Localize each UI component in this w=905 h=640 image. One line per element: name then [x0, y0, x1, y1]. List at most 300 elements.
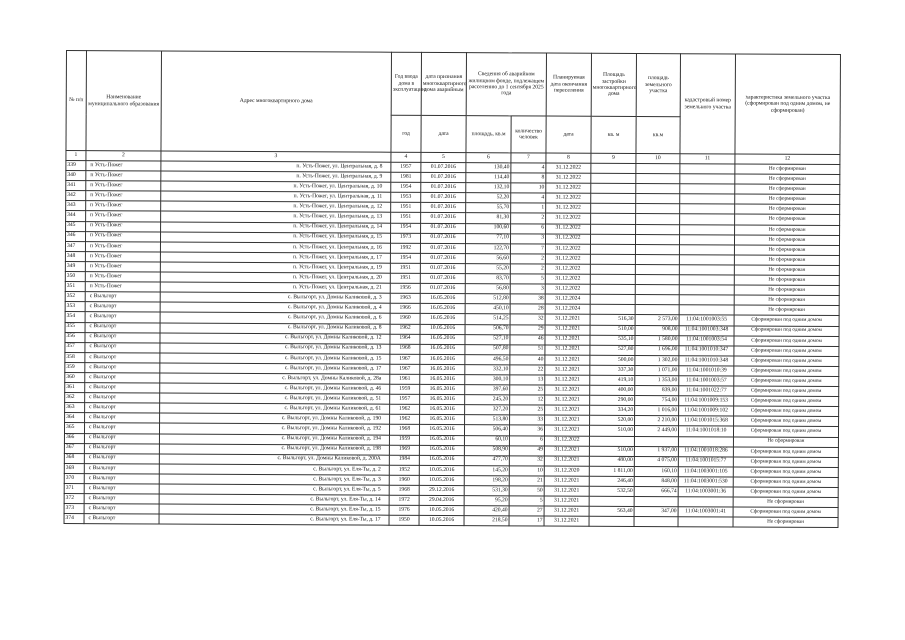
- area-cell: 514,25: [465, 314, 510, 324]
- people-count-cell: 8: [511, 173, 546, 183]
- cadastral-number-cell: 11:04:1001010:348: [679, 355, 734, 365]
- subheader-year: год: [391, 115, 421, 152]
- row-number-cell: 363: [65, 403, 85, 413]
- land-characteristic-cell: Не сформирован: [734, 305, 839, 316]
- land-characteristic-cell: Не сформирован: [735, 164, 840, 175]
- area-cell: 55,70: [466, 203, 511, 213]
- emergency-date-cell: 10.05.2016: [419, 516, 464, 526]
- emergency-date-cell: 01.07.2016: [421, 162, 466, 172]
- land-area-cell: 1 937,00: [634, 446, 678, 456]
- year-cell: 1992: [390, 243, 420, 253]
- area-cell: 496,50: [465, 354, 510, 364]
- year-cell: 1972: [389, 495, 419, 505]
- municipality-cell: п Усть-Пожег: [85, 241, 160, 251]
- column-number: 7: [511, 153, 546, 163]
- year-cell: 1960: [390, 314, 420, 324]
- land-area-cell: 1 353,00: [635, 375, 679, 385]
- address-cell: с. Выльгорт, ул. Домны Каликовой, д. 12: [160, 333, 390, 344]
- land-characteristic-cell: Сформирован под одним домом: [734, 315, 839, 326]
- emergency-date-cell: 16.05.2016: [419, 455, 464, 465]
- year-cell: 1959: [389, 435, 419, 445]
- municipality-cell: п Усть-Пожег: [86, 211, 161, 221]
- cadastral-number-cell: 11:04:1001010:347: [679, 345, 734, 355]
- people-count-cell: 32: [509, 456, 544, 466]
- area-cell: 198,20: [464, 475, 509, 485]
- emergency-date-cell: 01.07.2016: [420, 273, 465, 283]
- land-characteristic-cell: Не сформирован: [734, 235, 839, 246]
- emergency-date-cell: 16.05.2016: [420, 384, 465, 394]
- year-cell: 1950: [389, 515, 419, 525]
- land-characteristic-cell: Не сформирован: [735, 225, 840, 236]
- planned-date-cell: 31.12.2021: [545, 335, 590, 345]
- land-characteristic-cell: Сформирован под одним домом: [733, 487, 838, 498]
- cadastral-number-cell: [680, 184, 735, 194]
- area-cell: 507,80: [465, 344, 510, 354]
- address-cell: с. Выльгорт, ул. Домны Каликовой, д. 28а: [160, 373, 390, 384]
- area-cell: 56,80: [465, 284, 510, 294]
- year-cell: 1957: [391, 162, 421, 172]
- address-cell: п. Усть-Пожег, ул. Центральная, д. 13: [161, 211, 391, 222]
- subheader-planned-date: дата: [546, 116, 591, 153]
- municipality-cell: с Выльгорт: [85, 292, 160, 302]
- land-characteristic-cell: Сформирован под одним домом: [734, 356, 839, 367]
- row-number-cell: 352: [65, 292, 85, 302]
- planned-date-cell: 31.12.2021: [544, 456, 589, 466]
- year-cell: 1968: [389, 485, 419, 495]
- row-number-cell: 340: [66, 171, 86, 181]
- area-cell: 218,50: [464, 516, 509, 526]
- planned-date-cell: 31.12.2021: [544, 496, 589, 506]
- planned-date-cell: 31.12.2022: [546, 224, 591, 234]
- people-count-cell: 10: [509, 466, 544, 476]
- people-count-cell: 40: [510, 355, 545, 365]
- area-cell: 77,10: [465, 233, 510, 243]
- people-count-cell: 46: [510, 334, 545, 344]
- planned-date-cell: 31.12.2022: [545, 284, 590, 294]
- land-characteristic-cell: Сформирован под одним домом: [734, 346, 839, 357]
- year-cell: 1951: [390, 273, 420, 283]
- land-area-cell: [635, 244, 679, 254]
- address-cell: с. Выльгорт, ул. Домны Каликовой, д. 13: [160, 343, 390, 354]
- subheader-building-unit: кв. м: [591, 116, 636, 153]
- emergency-date-cell: 10.05.2016: [419, 506, 464, 516]
- area-cell: 506,70: [465, 324, 510, 334]
- address-cell: с. Выльгорт, ул. Еля-Ты, д. 14: [159, 494, 389, 505]
- planned-date-cell: 31.12.2024: [545, 294, 590, 304]
- address-cell: с. Выльгорт, ул. Домны Каликовой, д. 194: [159, 434, 389, 445]
- land-characteristic-cell: Сформирован под одним домом: [734, 396, 839, 407]
- year-cell: 1962: [390, 415, 420, 425]
- emergency-date-cell: 16.05.2016: [420, 304, 465, 314]
- land-area-cell: 839,00: [635, 386, 679, 396]
- year-cell: 1962: [390, 404, 420, 414]
- area-cell: 508,90: [464, 445, 509, 455]
- land-area-cell: [636, 214, 680, 224]
- land-characteristic-cell: Не сформирован: [735, 174, 840, 185]
- building-area-cell: 510,00: [589, 446, 634, 456]
- header-cadastral-number: кадастровый номер земельного участка: [680, 54, 736, 154]
- emergency-date-cell: 10.05.2016: [420, 324, 465, 334]
- year-cell: 1951: [391, 203, 421, 213]
- land-characteristic-cell: Не сформирован: [735, 194, 840, 205]
- row-number-cell: 369: [64, 463, 84, 473]
- municipality-cell: с Выльгорт: [84, 453, 159, 463]
- land-characteristic-cell: Не сформирован: [733, 517, 838, 528]
- municipality-cell: с Выльгорт: [85, 383, 160, 393]
- cadastral-number-cell: 11:04:1003001:105: [678, 467, 733, 477]
- area-cell: 95,20: [464, 496, 509, 506]
- people-count-cell: 2: [510, 254, 545, 264]
- address-cell: п. Усть-Пожег, ул. Центральная, д. 21: [160, 282, 390, 293]
- land-area-cell: [634, 436, 678, 446]
- header-municipality: Наименование муниципального образования: [86, 51, 162, 151]
- land-characteristic-cell: Не сформирован: [735, 184, 840, 195]
- planned-date-cell: 31.12.2022: [544, 436, 589, 446]
- column-number: 8: [546, 153, 591, 163]
- land-characteristic-cell: Не сформирован: [734, 245, 839, 256]
- emergency-date-cell: 01.07.2016: [420, 283, 465, 293]
- emergency-date-cell: 16.05.2016: [420, 395, 465, 405]
- people-count-cell: 4: [511, 193, 546, 203]
- header-planned-date: Планируемая дата окончания переселения: [546, 53, 591, 116]
- row-number-cell: 371: [64, 483, 84, 493]
- people-count-cell: 36: [509, 425, 544, 435]
- people-count-cell: 4: [511, 163, 546, 173]
- row-number-cell: 356: [65, 332, 85, 342]
- people-count-cell: 33: [510, 415, 545, 425]
- emergency-date-cell: 16.05.2016: [419, 435, 464, 445]
- emergency-date-cell: 16.05.2016: [420, 344, 465, 354]
- municipality-cell: п Усть-Пожег: [86, 221, 161, 231]
- cadastral-number-cell: 11:04:1001003:54: [679, 335, 734, 345]
- area-cell: 114,40: [466, 173, 511, 183]
- people-count-cell: 21: [509, 476, 544, 486]
- address-cell: с. Выльгорт, ул. Домны Каликовой, д. 8: [160, 322, 390, 333]
- planned-date-cell: 31.12.2022: [545, 264, 590, 274]
- land-area-cell: [636, 194, 680, 204]
- planned-date-cell: 31.12.2021: [545, 375, 590, 385]
- emergency-date-cell: 16.05.2016: [420, 364, 465, 374]
- municipality-cell: п Усть-Пожег: [85, 262, 160, 272]
- year-cell: 1951: [391, 213, 421, 223]
- area-cell: 512,80: [465, 294, 510, 304]
- municipality-cell: с Выльгорт: [85, 403, 160, 413]
- address-cell: с. Выльгорт, ул. Домны Каликовой, д. 61: [160, 403, 390, 414]
- land-area-cell: 1 016,00: [635, 406, 679, 416]
- land-area-cell: 1 302,00: [635, 355, 679, 365]
- emergency-date-cell: 01.07.2016: [421, 203, 466, 213]
- cadastral-number-cell: [680, 164, 735, 174]
- people-count-cell: 17: [509, 516, 544, 526]
- planned-date-cell: 31.12.2022: [546, 213, 591, 223]
- building-area-cell: 532,50: [589, 486, 634, 496]
- year-cell: 1960: [389, 475, 419, 485]
- area-cell: 81,30: [466, 213, 511, 223]
- header-emergency-fund: Сведения об аварийном жилищном фонде, подлежащем расселению до 1 сентября 2025 года: [466, 53, 546, 116]
- land-area-cell: [635, 285, 679, 295]
- year-cell: 1981: [391, 172, 421, 182]
- cadastral-number-cell: [680, 174, 735, 184]
- building-area-cell: 510,00: [590, 325, 635, 335]
- planned-date-cell: 31.12.2021: [544, 446, 589, 456]
- cadastral-number-cell: 11:04:1001009:102: [679, 406, 734, 416]
- land-area-cell: [635, 305, 679, 315]
- cadastral-number-cell: [678, 517, 733, 527]
- building-area-cell: 510,00: [589, 426, 634, 436]
- municipality-cell: с Выльгорт: [84, 494, 159, 504]
- subheader-area: площадь, кв.м: [466, 116, 511, 153]
- municipality-cell: п Усть-Пожег: [86, 161, 161, 171]
- area-cell: 477,70: [464, 455, 509, 465]
- municipality-cell: с Выльгорт: [84, 423, 159, 433]
- emergency-date-cell: 16.05.2016: [420, 334, 465, 344]
- cadastral-number-cell: 11:04:1001015:77: [678, 456, 733, 466]
- emergency-date-cell: 29.04.2016: [419, 495, 464, 505]
- table-header: [66, 51, 841, 165]
- land-area-cell: [636, 174, 680, 184]
- address-cell: п. Усть-Пожег, ул. Центральная, д. 10: [161, 181, 391, 192]
- land-area-cell: [635, 295, 679, 305]
- subheader-land-unit: кв.м: [636, 116, 680, 153]
- municipality-cell: с Выльгорт: [84, 514, 159, 524]
- row-number-cell: 357: [65, 342, 85, 352]
- land-area-cell: 2 210,00: [635, 416, 679, 426]
- municipality-cell: п Усть-Пожег: [86, 171, 161, 181]
- municipality-cell: с Выльгорт: [85, 352, 160, 362]
- people-count-cell: 6: [511, 223, 546, 233]
- address-cell: с. Выльгорт, ул. Домны Каликовой, д. 3: [160, 292, 390, 303]
- cadastral-number-cell: [678, 497, 733, 507]
- building-area-cell: [590, 274, 635, 284]
- land-area-cell: [636, 184, 680, 194]
- area-cell: 420,40: [464, 506, 509, 516]
- address-cell: с. Выльгорт, ул. Еля-Ты, д. 17: [159, 514, 389, 525]
- building-area-cell: [591, 214, 636, 224]
- planned-date-cell: 31.12.2022: [545, 244, 590, 254]
- subheader-date: дата: [421, 115, 466, 152]
- emergency-date-cell: 10.05.2016: [419, 465, 464, 475]
- planned-date-cell: 31.12.2021: [545, 365, 590, 375]
- land-area-cell: 1 071,00: [635, 365, 679, 375]
- building-area-cell: [591, 183, 636, 193]
- area-cell: 300,10: [465, 375, 510, 385]
- row-number-cell: 339: [66, 161, 86, 171]
- row-number-cell: 360: [65, 372, 85, 382]
- area-cell: 145,20: [464, 465, 509, 475]
- building-area-cell: [590, 264, 635, 274]
- address-cell: с. Выльгорт, ул. Домны Каликовой, д. 15: [160, 353, 390, 364]
- address-cell: с. Выльгорт, ул. Домны Каликовой, д. 51: [160, 393, 390, 404]
- cadastral-number-cell: [679, 244, 734, 254]
- planned-date-cell: 31.12.2024: [545, 304, 590, 314]
- area-cell: 130,40: [466, 163, 511, 173]
- people-count-cell: 32: [510, 314, 545, 324]
- emergency-date-cell: 16.05.2016: [419, 425, 464, 435]
- building-area-cell: [589, 496, 634, 506]
- building-area-cell: [590, 294, 635, 304]
- land-characteristic-cell: Не сформирован: [734, 295, 839, 306]
- row-number-cell: 351: [65, 282, 85, 292]
- address-cell: п. Усть-Пожег, ул. Центральная, д. 16: [160, 242, 390, 253]
- row-number-cell: 345: [66, 221, 86, 231]
- emergency-date-cell: 01.07.2016: [421, 172, 466, 182]
- land-area-cell: 1 580,00: [635, 335, 679, 345]
- cadastral-number-cell: [679, 295, 734, 305]
- municipality-cell: с Выльгорт: [85, 342, 160, 352]
- municipality-cell: п Усть-Пожег: [86, 191, 161, 201]
- cadastral-number-cell: [678, 436, 733, 446]
- planned-date-cell: 31.12.2021: [544, 476, 589, 486]
- column-number: 9: [591, 153, 636, 163]
- building-area-cell: 246,40: [589, 476, 634, 486]
- cadastral-number-cell: [679, 285, 734, 295]
- planned-date-cell: 31.12.2022: [546, 193, 591, 203]
- area-cell: 332,10: [465, 364, 510, 374]
- planned-date-cell: 31.12.2022: [545, 234, 590, 244]
- building-area-cell: 480,00: [589, 456, 634, 466]
- land-area-cell: [635, 275, 679, 285]
- land-characteristic-cell: Не сформирован: [734, 275, 839, 286]
- header-building-area: Площадь застройки многоквартирного дома: [591, 53, 636, 116]
- land-area-cell: 666,74: [634, 486, 678, 496]
- emergency-date-cell: 16.05.2016: [420, 405, 465, 415]
- year-cell: 1976: [389, 505, 419, 515]
- emergency-date-cell: 01.07.2016: [421, 183, 466, 193]
- year-cell: 1964: [390, 334, 420, 344]
- year-cell: 1954: [391, 182, 421, 192]
- land-area-cell: [636, 163, 680, 173]
- emergency-date-cell: 01.07.2016: [420, 253, 465, 263]
- building-area-cell: [591, 163, 636, 173]
- emergency-date-cell: 01.07.2016: [421, 223, 466, 233]
- address-cell: п. Усть-Пожег, ул. Центральная, д. 20: [160, 272, 390, 283]
- row-number-cell: 341: [66, 181, 86, 191]
- area-cell: 55,20: [465, 264, 510, 274]
- cadastral-number-cell: [679, 305, 734, 315]
- emergency-date-cell: 16.05.2016: [420, 374, 465, 384]
- area-cell: 132,10: [466, 183, 511, 193]
- year-cell: 1967: [390, 364, 420, 374]
- land-area-cell: 347,00: [634, 507, 678, 517]
- planned-date-cell: 31.12.2022: [545, 274, 590, 284]
- land-area-cell: 754,00: [635, 396, 679, 406]
- cadastral-number-cell: 11:04:1001018:286: [678, 446, 733, 456]
- area-cell: 83,70: [465, 274, 510, 284]
- header-commission-year: Год ввода дома в эксплуатацию: [391, 52, 421, 115]
- land-area-cell: [636, 224, 680, 234]
- planned-date-cell: 31.12.2021: [545, 345, 590, 355]
- people-count-cell: 13: [510, 375, 545, 385]
- land-area-cell: 1 696,00: [635, 345, 679, 355]
- building-area-cell: 535,10: [590, 335, 635, 345]
- emergency-date-cell: 16.05.2016: [420, 354, 465, 364]
- municipality-cell: с Выльгорт: [85, 362, 160, 372]
- address-cell: с. Выльгорт, ул. Домны Каликовой, д. 4: [160, 302, 390, 313]
- row-number-cell: 348: [65, 251, 85, 261]
- area-cell: 122,70: [465, 243, 510, 253]
- building-area-cell: 500,00: [590, 355, 635, 365]
- address-cell: п. Усть-Пожег, ул. Центральная, д. 17: [160, 252, 390, 263]
- planned-date-cell: 31.12.2021: [545, 405, 590, 415]
- address-cell: п. Усть-Пожег, ул. Центральная, д. 15: [160, 232, 390, 243]
- area-cell: 531,30: [464, 486, 509, 496]
- row-number-cell: 364: [65, 413, 85, 423]
- column-number: 12: [735, 154, 840, 165]
- people-count-cell: 28: [510, 304, 545, 314]
- row-number-cell: 367: [64, 443, 84, 453]
- planned-date-cell: 31.12.2021: [545, 355, 590, 365]
- address-cell: с. Выльгорт, ул. Еля-Ты, д. 5: [159, 484, 389, 495]
- planned-date-cell: 31.12.2021: [544, 516, 589, 526]
- land-area-cell: 2 449,00: [634, 426, 678, 436]
- building-area-cell: [591, 194, 636, 204]
- address-cell: с. Выльгорт, ул. Домны Каликовой, д. 198: [159, 444, 389, 455]
- emergency-date-cell: 16.05.2016: [420, 294, 465, 304]
- land-characteristic-cell: Сформирован под одним домом: [733, 426, 838, 437]
- people-count-cell: 51: [510, 345, 545, 355]
- address-cell: п. Усть-Пожег, ул. Центральная, д. 19: [160, 262, 390, 273]
- municipality-cell: с Выльгорт: [85, 322, 160, 332]
- land-characteristic-cell: Сформирован под одним домом: [733, 447, 838, 458]
- land-characteristic-cell: Сформирован под одним домом: [733, 507, 838, 518]
- municipality-cell: п Усть-Пожег: [85, 231, 160, 241]
- municipality-cell: п Усть-Пожег: [85, 251, 160, 261]
- header-address: Адрес многоквартирного дома: [161, 51, 392, 152]
- table-body: [64, 161, 840, 528]
- building-area-cell: [591, 224, 636, 234]
- building-area-cell: [589, 517, 634, 527]
- planned-date-cell: 31.12.2022: [546, 203, 591, 213]
- year-cell: 1959: [390, 384, 420, 394]
- land-area-cell: [635, 254, 679, 264]
- land-area-cell: 2 573,00: [635, 315, 679, 325]
- cadastral-number-cell: 11:04:1003001:41: [678, 507, 733, 517]
- year-cell: 1953: [391, 192, 421, 202]
- row-number-cell: 361: [65, 383, 85, 393]
- row-number-cell: 354: [65, 312, 85, 322]
- building-area-cell: [589, 436, 634, 446]
- area-cell: 506,40: [464, 425, 509, 435]
- land-area-cell: [635, 264, 679, 274]
- land-characteristic-cell: Сформирован под одним домом: [733, 467, 838, 478]
- row-number-cell: 343: [66, 201, 86, 211]
- people-count-cell: 5: [509, 496, 544, 506]
- column-number: 3: [161, 151, 391, 162]
- land-area-cell: 908,00: [635, 325, 679, 335]
- municipality-cell: с Выльгорт: [84, 504, 159, 514]
- planned-date-cell: 31.12.2021: [544, 486, 589, 496]
- land-area-cell: [635, 234, 679, 244]
- cadastral-number-cell: 11:04:1001003:55: [679, 315, 734, 325]
- people-count-cell: 49: [509, 445, 544, 455]
- emergency-date-cell: 01.07.2016: [421, 193, 466, 203]
- building-area-cell: [590, 254, 635, 264]
- year-cell: 1973: [390, 233, 420, 243]
- planned-date-cell: 31.12.2021: [544, 425, 589, 435]
- building-area-cell: [591, 204, 636, 214]
- land-area-cell: 4 075,00: [634, 456, 678, 466]
- municipality-cell: с Выльгорт: [85, 413, 160, 423]
- building-area-cell: 337,30: [590, 365, 635, 375]
- row-number-cell: 362: [65, 393, 85, 403]
- year-cell: 1966: [390, 304, 420, 314]
- land-characteristic-cell: Сформирован под одним домом: [734, 416, 839, 427]
- year-cell: 1967: [390, 354, 420, 364]
- year-cell: 1968: [390, 344, 420, 354]
- people-count-cell: 3: [510, 284, 545, 294]
- cadastral-number-cell: 11:04:1001018:10: [678, 426, 733, 436]
- address-cell: с. Выльгорт, ул. Еля-Ты, д. 15: [159, 504, 389, 515]
